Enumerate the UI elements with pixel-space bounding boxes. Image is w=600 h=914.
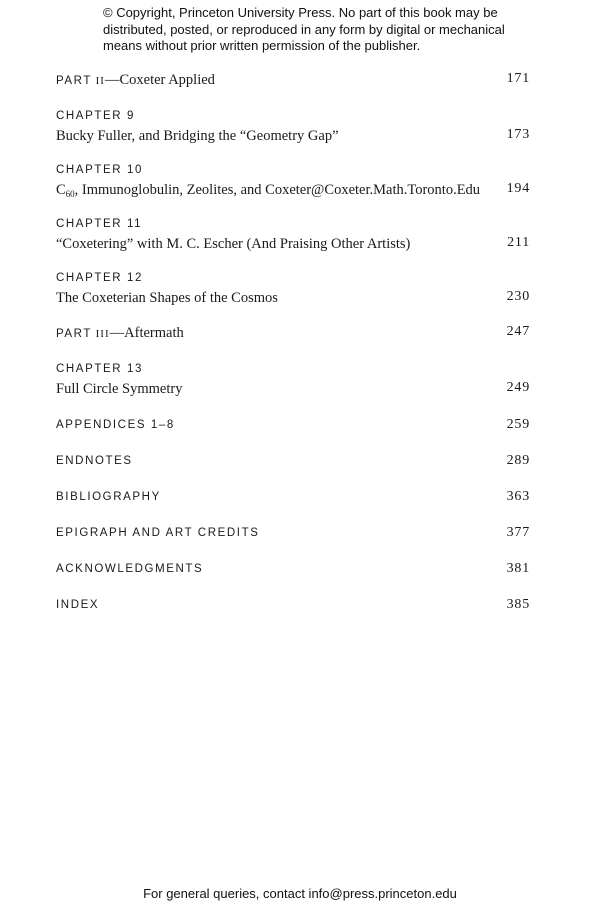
page-number: 249	[506, 380, 530, 395]
page-number: 377	[506, 525, 530, 540]
chapter-title: “Coxetering” with M. C. Escher (And Praising Other Artists)	[56, 236, 411, 252]
part-label: PART	[56, 328, 93, 340]
chapter-title: Full Circle Symmetry	[56, 381, 183, 397]
toc-entry-chapter-12[interactable]	[56, 271, 530, 307]
page-number: 363	[506, 489, 530, 504]
page-number: 211	[507, 235, 530, 250]
footer-contact: For general queries, contact info@press.princeton.edu	[143, 886, 457, 901]
section-label: INDEX	[56, 599, 100, 611]
toc-entry-part-3[interactable]	[56, 324, 530, 343]
toc-entry-endnotes[interactable]	[56, 454, 530, 468]
chapter-label: CHAPTER 13	[56, 363, 143, 375]
title-c: C	[56, 182, 66, 198]
part-heading	[56, 324, 530, 343]
chapter-label: CHAPTER 11	[56, 218, 143, 230]
section-label: APPENDICES 1–8	[56, 419, 175, 431]
page-number: 289	[506, 453, 530, 468]
part-heading	[56, 71, 530, 90]
chapter-title: Bucky Fuller, and Bridging the “Geometry Gap”	[56, 128, 339, 144]
title-rest: , Immunoglobulin, Zeolites, and Coxeter@Coxeter.Math.Toronto.Edu	[74, 182, 481, 198]
copyright-line: distributed, posted, or reproduced in any form by digital or mechanical	[103, 21, 505, 37]
page-number: 381	[506, 561, 530, 576]
toc-entry-appendices[interactable]	[56, 418, 530, 432]
toc-entry-chapter-10[interactable]	[56, 163, 530, 203]
chapter-label: CHAPTER 12	[56, 272, 143, 284]
part-title: —Coxeter Applied	[104, 72, 215, 88]
toc-entry-chapter-11[interactable]	[56, 217, 530, 253]
section-label: EPIGRAPH AND ART CREDITS	[56, 527, 260, 539]
toc-entry-chapter-13[interactable]	[56, 362, 530, 398]
section-label: BIBLIOGRAPHY	[56, 491, 161, 503]
page-number: 259	[506, 417, 530, 432]
toc-entry-index[interactable]	[56, 598, 530, 612]
page-number: 230	[506, 289, 530, 304]
toc-entry-credits[interactable]	[56, 526, 530, 540]
chapter-label: CHAPTER 10	[56, 164, 143, 176]
part-number: III	[95, 328, 110, 340]
toc-entry-part-2[interactable]	[56, 71, 530, 90]
part-label: PART	[56, 75, 93, 87]
section-label: ENDNOTES	[56, 455, 133, 467]
page-number: 247	[506, 324, 530, 339]
toc-entry-bibliography[interactable]	[56, 490, 530, 504]
title-subscript: 60	[65, 189, 75, 199]
copyright-line: means without prior written permission of the publisher.	[103, 38, 421, 53]
part-title: —Aftermath	[109, 325, 184, 341]
page-number: 385	[506, 597, 530, 612]
page-number: 171	[506, 71, 530, 86]
toc-entry-acknowledgments[interactable]	[56, 562, 530, 576]
page-number: 173	[506, 127, 530, 142]
section-label: ACKNOWLEDGMENTS	[56, 563, 204, 575]
chapter-label: CHAPTER 9	[56, 110, 135, 122]
part-number: II	[95, 75, 105, 87]
chapter-title	[56, 181, 530, 203]
copyright-line: © Copyright, Princeton University Press. No part of this book may be	[103, 5, 498, 20]
chapter-title: The Coxeterian Shapes of the Cosmos	[56, 290, 278, 306]
toc-entry-chapter-9[interactable]	[56, 109, 530, 145]
page-number: 194	[506, 181, 530, 196]
